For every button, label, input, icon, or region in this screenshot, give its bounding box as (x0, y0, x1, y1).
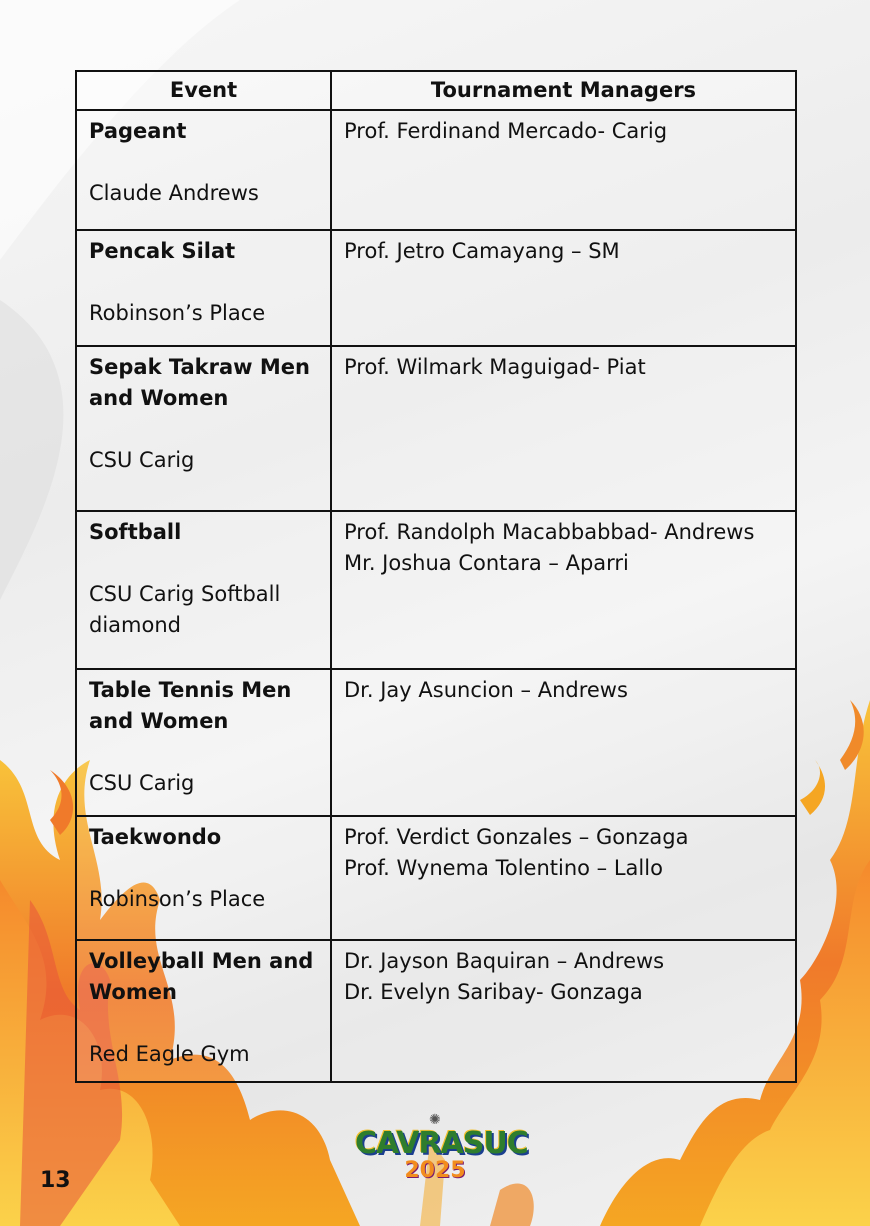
cavrasuc-logo (355, 1112, 528, 1192)
managers-cell (331, 230, 796, 346)
event-venue: Robinson’s Place (89, 301, 266, 325)
manager-name: Prof. Jetro Camayang – SM (344, 239, 620, 263)
manager-name: Prof. Verdict Gonzales – Gonzaga (344, 825, 689, 849)
logo-text: CAVRASUC (355, 1126, 528, 1161)
manager-name: Prof. Wynema Tolentino – Lallo (344, 856, 663, 880)
event-name: Softball (89, 520, 182, 544)
managers-cell (331, 669, 796, 816)
table-row (76, 669, 796, 816)
event-cell (76, 511, 331, 669)
event-venue: CSU Carig Softball diamond (89, 582, 281, 637)
event-venue: Claude Andrews (89, 181, 259, 205)
event-name: Table Tennis Men and Women (89, 678, 292, 733)
event-cell (76, 669, 331, 816)
event-cell (76, 816, 331, 940)
table-row (76, 110, 796, 230)
event-cell (76, 110, 331, 230)
table-header-row (76, 71, 796, 110)
table-row (76, 816, 796, 940)
event-name: Pageant (89, 119, 187, 143)
table-row (76, 511, 796, 669)
table-row (76, 940, 796, 1082)
event-name: Sepak Takraw Men and Women (89, 355, 310, 410)
event-name: Volleyball Men and Women (89, 949, 314, 1004)
manager-name: Dr. Evelyn Saribay- Gonzaga (344, 980, 643, 1004)
managers-cell (331, 110, 796, 230)
manager-name: Dr. Jay Asuncion – Andrews (344, 678, 628, 702)
manager-name: Prof. Ferdinand Mercado- Carig (344, 119, 668, 143)
event-cell (76, 346, 331, 511)
page-number: 13 (40, 1168, 71, 1193)
managers-cell (331, 511, 796, 669)
event-venue: CSU Carig (89, 771, 195, 795)
managers-cell (331, 816, 796, 940)
table-row (76, 346, 796, 511)
manager-name: Prof. Wilmark Maguigad- Piat (344, 355, 646, 379)
events-table-container (75, 70, 795, 1083)
events-table (75, 70, 797, 1083)
star-icon: ✺ (429, 1112, 441, 1128)
manager-name: Prof. Randolph Macabbabbad- Andrews (344, 520, 755, 544)
manager-name: Dr. Jayson Baquiran – Andrews (344, 949, 665, 973)
event-venue: CSU Carig (89, 448, 195, 472)
event-cell (76, 940, 331, 1082)
logo-year: 2025 (404, 1158, 466, 1183)
managers-cell (331, 346, 796, 511)
event-venue: Red Eagle Gym (89, 1042, 250, 1066)
event-name: Pencak Silat (89, 239, 236, 263)
table-row (76, 230, 796, 346)
event-venue: Robinson’s Place (89, 887, 266, 911)
event-name: Taekwondo (89, 825, 222, 849)
header-event: Event (76, 71, 331, 110)
managers-cell (331, 940, 796, 1082)
event-cell (76, 230, 331, 346)
header-managers: Tournament Managers (331, 71, 796, 110)
manager-name: Mr. Joshua Contara – Aparri (344, 551, 629, 575)
